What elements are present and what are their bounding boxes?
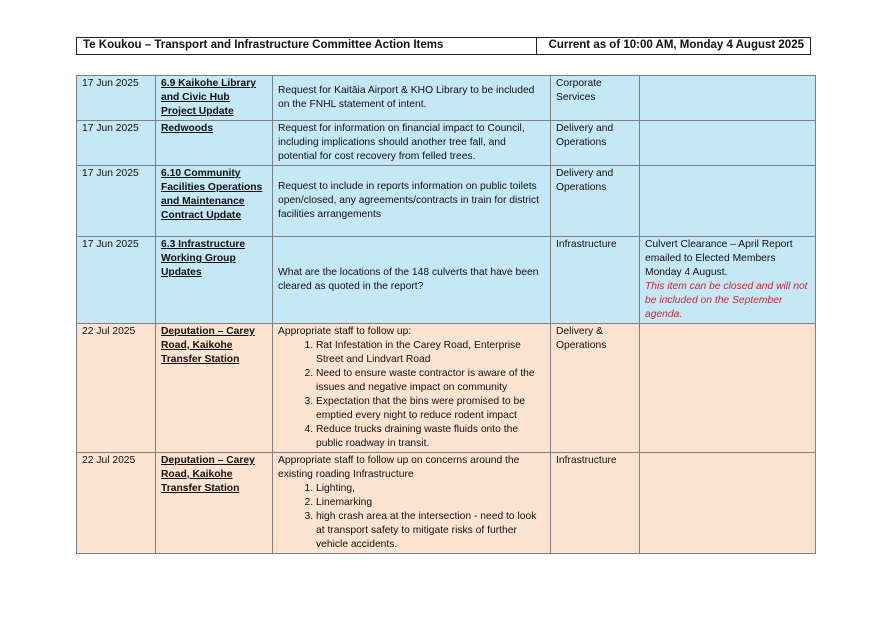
row-item: 6.9 Kaikohe Library and Civic Hub Project Update	[156, 76, 273, 121]
row-update-note: This item can be closed and will not be included on the September agenda.	[645, 281, 808, 320]
row-date: 17 Jun 2025	[77, 237, 156, 324]
row-update	[640, 166, 816, 237]
row-owner: Infrastructure	[551, 237, 640, 324]
table-row	[77, 121, 816, 166]
row-request-intro: Appropriate staff to follow up on concerns around the existing roading Infrastructure	[278, 455, 520, 480]
row-update	[640, 453, 816, 554]
table-row	[77, 453, 816, 554]
row-date: 22 Jul 2025	[77, 453, 156, 554]
row-owner: Delivery and Operations	[551, 166, 640, 237]
list-item: 1. Rat Infestation in the Carey Road, Enterprise Street and Lindvart Road	[316, 339, 545, 367]
row-item: Redwoods	[156, 121, 273, 166]
list-item: 3. high crash area at the intersection - need to look at transport safety to mitigate risks of further vehicle accidents.	[316, 510, 545, 552]
row-date: 22 Jul 2025	[77, 324, 156, 453]
action-items-table	[76, 75, 816, 554]
row-request: What are the locations of the 148 culverts that have been cleared as quoted in the report?	[273, 237, 551, 324]
current-as-of: Current as of 10:00 AM, Monday 4 August 2025	[548, 39, 804, 51]
table-row	[77, 166, 816, 237]
table-row	[77, 324, 816, 453]
row-request-intro: Appropriate staff to follow up:	[278, 326, 412, 337]
row-request-cell	[273, 324, 551, 453]
list-item: 2. Linemarking	[316, 496, 545, 510]
row-request-list	[278, 482, 545, 552]
row-item: 6.10 Community Facilities Operations and Maintenance Contract Update	[156, 166, 273, 237]
table-row	[77, 76, 816, 121]
row-update	[640, 121, 816, 166]
list-item: 3. Expectation that the bins were promised to be emptied every night to reduce rodent impact	[316, 395, 545, 423]
row-owner: Delivery & Operations	[551, 324, 640, 453]
row-request: Request to include in reports information on public toilets open/closed, any agreements/contracts in train for district facilities arrangements	[273, 166, 551, 237]
row-date: 17 Jun 2025	[77, 76, 156, 121]
list-item: 4. Reduce trucks draining waste fluids onto the public roadway in transit.	[316, 423, 545, 451]
row-owner: Delivery and Operations	[551, 121, 640, 166]
document-header	[76, 37, 811, 55]
list-item: 2. Need to ensure waste contractor is aware of the issues and negative impact on community	[316, 367, 545, 395]
row-request-cell	[273, 453, 551, 554]
row-update-cell	[640, 237, 816, 324]
row-owner: Infrastructure	[551, 453, 640, 554]
row-date: 17 Jun 2025	[77, 166, 156, 237]
row-update: Culvert Clearance – April Report emailed to Elected Members Monday 4 August.	[645, 239, 793, 278]
row-request: Request for Kaitāia Airport & KHO Library to be included on the FNHL statement of intent.	[273, 76, 551, 121]
row-update	[640, 76, 816, 121]
row-request-list	[278, 339, 545, 451]
row-item: 6.3 Infrastructure Working Group Updates	[156, 237, 273, 324]
row-update	[640, 324, 816, 453]
row-item: Deputation – Carey Road, Kaikohe Transfer Station	[156, 453, 273, 554]
list-item: 1. Lighting,	[316, 482, 545, 496]
row-date: 17 Jun 2025	[77, 121, 156, 166]
document-title: Te Koukou – Transport and Infrastructure Committee Action Items	[77, 38, 537, 54]
row-owner: Corporate Services	[551, 76, 640, 121]
row-item: Deputation – Carey Road, Kaikohe Transfer Station	[156, 324, 273, 453]
table-row	[77, 237, 816, 324]
row-request: Request for information on financial impact to Council, including implications should another tree fall, and potential for cost recovery from felled trees.	[273, 121, 551, 166]
